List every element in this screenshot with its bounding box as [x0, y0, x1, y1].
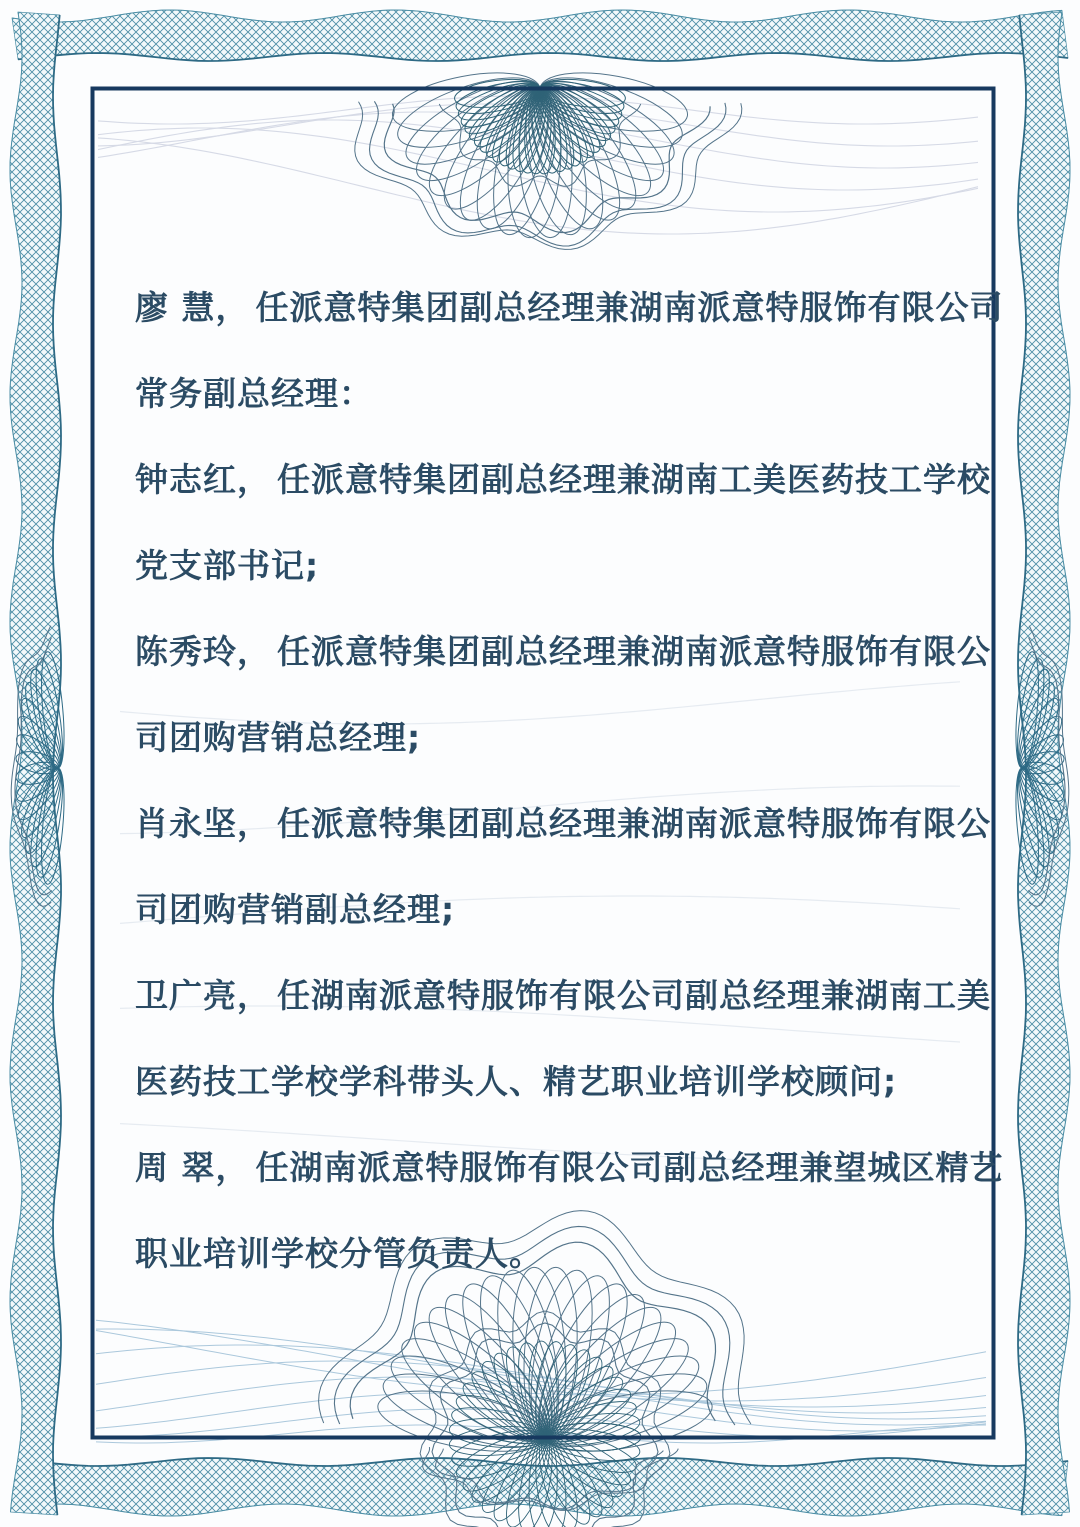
- person-name: 钟志红，: [135, 459, 271, 499]
- appointment-text-line2: [135, 864, 992, 950]
- appointment-entry: [135, 434, 992, 606]
- appointment-title-cont: 司团购营销副总经理;: [135, 889, 456, 929]
- appointment-entry: [135, 606, 992, 778]
- person-name: 周 翠，: [135, 1147, 250, 1187]
- appointment-title-cont: 党支部书记;: [135, 545, 320, 585]
- appointment-entry: [135, 262, 1004, 434]
- appointment-title: 任湖南派意特服饰有限公司副总经理兼湖南工美: [277, 975, 991, 1015]
- appointment-title: 任派意特集团副总经理兼湖南工美医药技工学校: [277, 459, 991, 499]
- appointment-text-line2: [135, 520, 992, 606]
- appointment-text-line2: [135, 692, 992, 778]
- appointment-title-cont: 常务副总经理：: [135, 373, 373, 413]
- appointment-text-line1: [135, 950, 992, 1036]
- appointment-title: 任湖南派意特服饰有限公司副总经理兼望城区精艺: [255, 1147, 1004, 1187]
- appointment-title-cont: 司团购营销总经理;: [135, 717, 422, 757]
- appointment-list: [135, 262, 1004, 1294]
- appointment-title-cont: 医药技工学校学科带头人、精艺职业培训学校顾问;: [135, 1061, 898, 1101]
- person-name: 廖 慧，: [135, 287, 250, 327]
- appointment-title-cont: 职业培训学校分管负责人。: [135, 1233, 543, 1273]
- appointment-title: 任派意特集团副总经理兼湖南派意特服饰有限公: [277, 803, 991, 843]
- appointment-entry: [135, 1122, 1004, 1294]
- appointment-text-line2: [135, 1208, 992, 1294]
- appointment-text-line1: [135, 606, 992, 692]
- person-name: 卫广亮，: [135, 975, 271, 1015]
- appointment-text-line1: [135, 1122, 1004, 1208]
- appointment-text-line2: [135, 348, 992, 434]
- appointment-text-line1: [135, 434, 992, 520]
- appointment-entry: [135, 950, 992, 1122]
- appointment-text-line1: [135, 262, 1004, 348]
- appointment-title: 任派意特集团副总经理兼湖南派意特服饰有限公司: [255, 287, 1004, 327]
- person-name: 肖永坚，: [135, 803, 271, 843]
- appointment-entry: [135, 778, 992, 950]
- appointment-text-line2: [135, 1036, 992, 1122]
- appointment-title: 任派意特集团副总经理兼湖南派意特服饰有限公: [277, 631, 991, 671]
- person-name: 陈秀玲，: [135, 631, 271, 671]
- appointment-text-line1: [135, 778, 992, 864]
